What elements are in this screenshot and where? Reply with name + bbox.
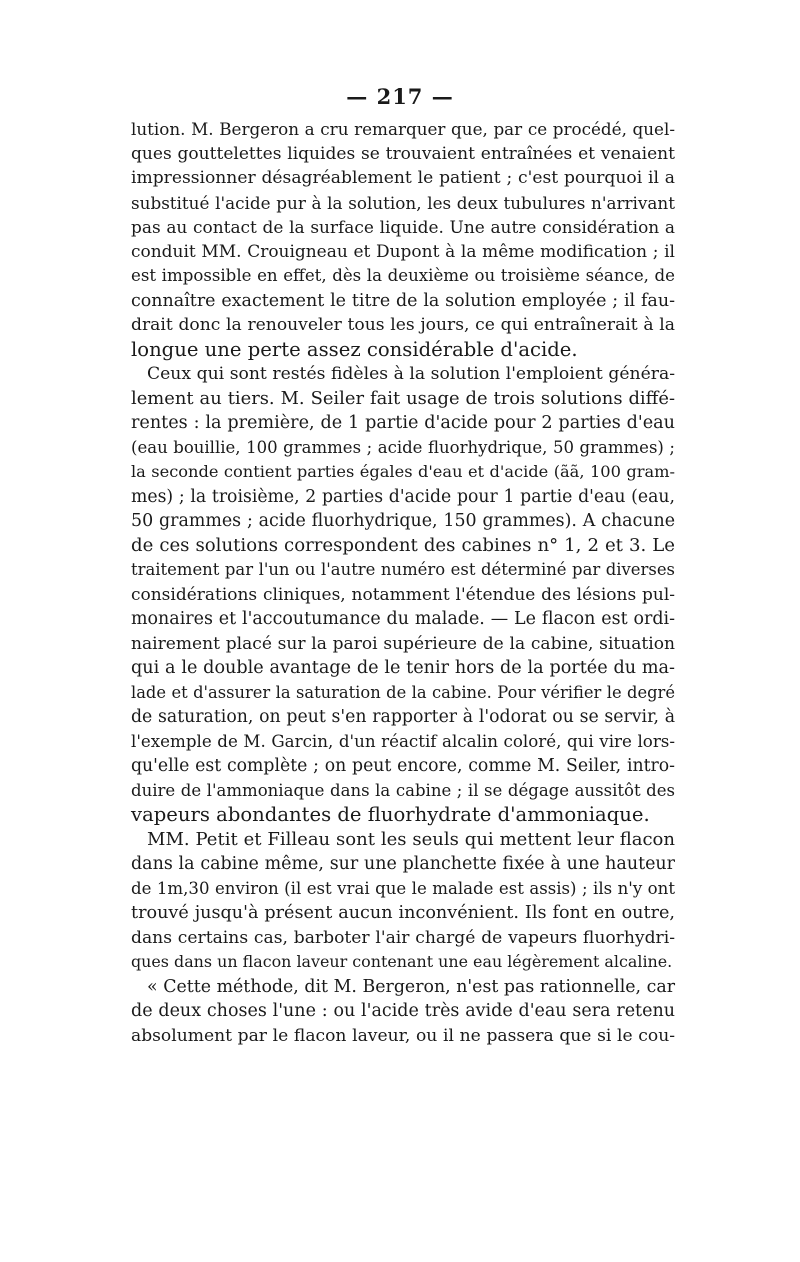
text-line: rentes : la première, de 1 partie d'acide pour 2 parties d'eau: [131, 413, 675, 433]
text-line: ques gouttelettes liquides se trouvaient entraînées et venaient: [131, 143, 675, 164]
text-line: de 1m,30 environ (il est vrai que le malade est assis) ; ils n'y ont: [131, 878, 675, 898]
text-line: substitué l'acide pur à la solution, les deux tubulures n'arrivant: [131, 192, 675, 213]
text-line: lement au tiers. M. Seiler fait usage de trois solutions diffé-: [131, 387, 675, 409]
page-number: — 217 —: [346, 84, 454, 109]
text-line: dans certains cas, barboter l'air chargé de vapeurs fluorhydri-: [131, 927, 675, 948]
paragraph: [131, 975, 675, 1049]
text-line: ques dans un flacon laveur contenant une eau légèrement alcaline.: [131, 952, 673, 971]
text-line: conduit MM. Crouigneau et Dupont à la même modification ; il: [131, 241, 675, 262]
body-text: [131, 117, 675, 1048]
text-line: « Cette méthode, dit M. Bergeron, n'est pas rationnelle, car: [147, 976, 675, 997]
text-line: lution. M. Bergeron a cru remarquer que, par ce procédé, quel-: [131, 119, 675, 139]
text-line: qui a le double avantage de le tenir hors de la portée du ma-: [131, 658, 675, 678]
text-line: (eau bouillie, 100 grammes ; acide fluorhydrique, 50 grammes) ;: [131, 437, 675, 457]
text-line: la seconde contient parties égales d'eau et d'acide (ãã, 100 gram-: [131, 462, 675, 481]
text-line: MM. Petit et Filleau sont les seuls qui mettent leur flacon: [147, 828, 675, 850]
paragraph: [131, 362, 675, 828]
text-line: trouvé jusqu'à présent aucun inconvénient. Ils font en outre,: [131, 903, 675, 923]
text-line: duire de l'ammoniaque dans la cabine ; il se dégage aussitôt des: [131, 780, 675, 800]
text-line: traitement par l'un ou l'autre numéro est déterminé par diverses: [131, 560, 675, 579]
paragraph: [131, 828, 675, 975]
text-line: lade et d'assurer la saturation de la cabine. Pour vérifier le degré: [131, 682, 675, 702]
text-line: pas au contact de la surface liquide. Une autre considération a: [131, 217, 675, 237]
text-line: est impossible en effet, dès la deuxième ou troisième séance, de: [131, 266, 675, 285]
text-line: dans la cabine même, sur une planchette fixée à une hauteur: [131, 854, 675, 874]
text-line: 50 grammes ; acide fluorhydrique, 150 grammes). A chacune: [131, 511, 675, 531]
text-line: connaître exactement le titre de la solution employée ; il fau-: [131, 290, 675, 311]
text-line: monaires et l'accoutumance du malade. — Le flacon est ordi-: [131, 609, 675, 629]
paragraph: [131, 117, 675, 362]
text-line: l'exemple de M. Garcin, d'un réactif alcalin coloré, qui vire lors-: [131, 731, 675, 751]
text-line: Ceux qui sont restés fidèles à la solution l'emploient généra-: [147, 364, 675, 384]
text-line: vapeurs abondantes de fluorhydrate d'ammoniaque.: [131, 803, 650, 826]
text-line: considérations cliniques, notamment l'étendue des lésions pul-: [131, 584, 675, 605]
text-line: nairement placé sur la paroi supérieure de la cabine, situation: [131, 633, 675, 654]
text-line: mes) ; la troisième, 2 parties d'acide pour 1 partie d'eau (eau,: [131, 486, 675, 507]
text-line: longue une perte assez considérable d'acide.: [131, 337, 578, 361]
text-line: drait donc la renouveler tous les jours, ce qui entraînerait à la: [131, 315, 675, 335]
text-line: qu'elle est complète ; on peut encore, comme M. Seiler, intro-: [131, 756, 675, 776]
text-line: de saturation, on peut s'en rapporter à l'odorat ou se servir, à: [131, 707, 675, 727]
text-line: impressionner désagréablement le patient ; c'est pourquoi il a: [131, 168, 675, 188]
text-line: de ces solutions correspondent des cabines n° 1, 2 et 3. Le: [131, 534, 675, 556]
text-line: absolument par le flacon laveur, ou il ne passera que si le cou-: [131, 1025, 675, 1046]
text-line: de deux choses l'une : ou l'acide très avide d'eau sera retenu: [131, 1001, 675, 1021]
